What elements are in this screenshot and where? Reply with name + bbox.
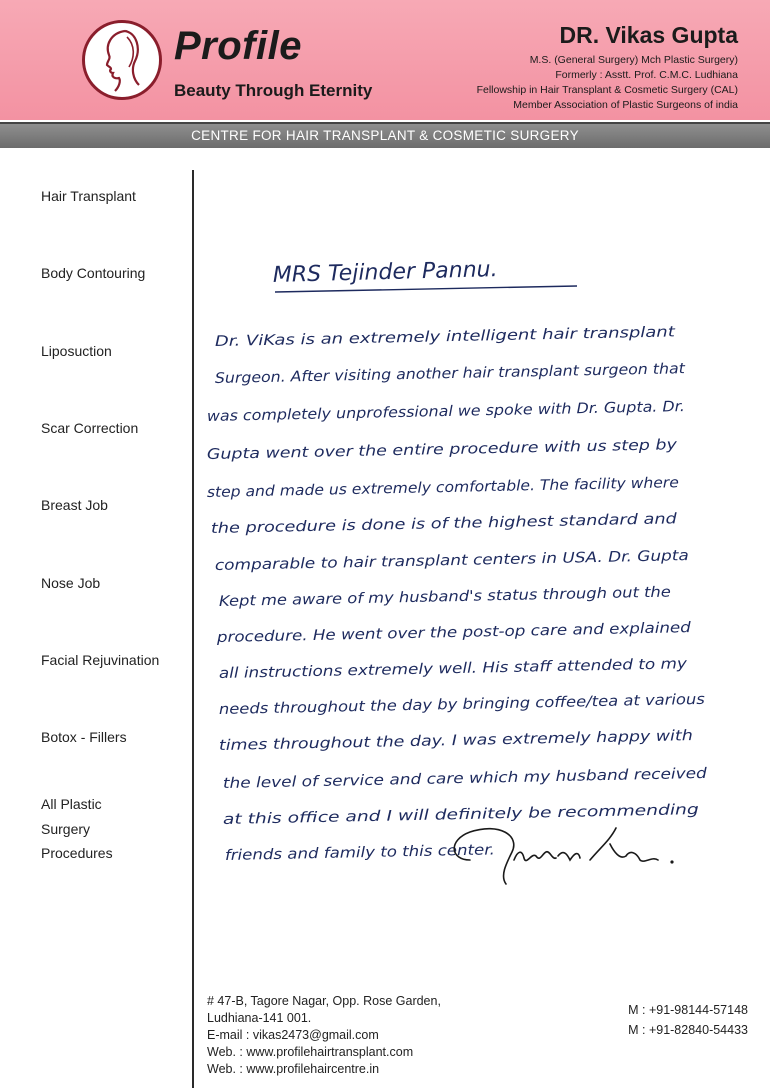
vertical-divider <box>192 170 194 1088</box>
phone-line: M : +91-82840-54433 <box>628 1023 748 1037</box>
sidebar-item-label: Procedures <box>41 845 113 861</box>
sidebar-item-nose-job: Nose Job <box>41 575 101 591</box>
doctor-name: DR. Vikas Gupta <box>559 22 738 48</box>
letter-line: Dr. ViKas is an extremely intelligent hair transplant <box>214 326 586 350</box>
sidebar-item-scar-correction: Scar Correction <box>41 420 139 436</box>
letter-line: needs throughout the day by bringing coffee/tea at various <box>218 692 651 718</box>
footer-address <box>207 993 441 1078</box>
doctor-credential: Formerly : Asstt. Prof. C.M.C. Ludhiana <box>555 69 738 81</box>
letter-line: Surgeon. After visiting another hair transplant surgeon that <box>214 361 648 387</box>
brand-tagline: Beauty Through Eternity <box>174 81 373 100</box>
letter-line: Gupta went over the entire procedure with us step by <box>206 438 599 463</box>
letter-line: was completely unprofessional we spoke with Dr. Gupta. Dr. <box>206 399 644 425</box>
website-line: Web. : www.profilehairtransplant.com <box>207 1045 414 1059</box>
doctor-info <box>378 22 738 113</box>
sidebar-item-hair-transplant: Hair Transplant <box>41 188 136 204</box>
sidebar-item-all-plastic-surgery <box>41 792 113 866</box>
sidebar-item-body-contouring: Body Contouring <box>41 265 146 281</box>
letter-line: times throughout the day. I was extremely happy with <box>218 729 614 754</box>
letter-line: procedure. He went over the post-op care and explained <box>216 621 629 646</box>
brand-name: Profile <box>174 24 302 68</box>
email-line: E-mail : vikas2473@gmail.com <box>207 1028 379 1042</box>
letter-salutation: MRS Tejinder Pannu. <box>272 257 498 288</box>
letterhead <box>0 0 770 120</box>
letter-line: at this office and I will definitely be recommending <box>222 804 593 828</box>
centre-banner: CENTRE FOR HAIR TRANSPLANT & COSMETIC SURGERY <box>0 122 770 148</box>
sidebar-item-liposuction: Liposuction <box>41 343 112 359</box>
address-line: # 47-B, Tagore Nagar, Opp. Rose Garden, <box>207 994 441 1008</box>
letter-line: friends and family to this center. <box>224 843 462 864</box>
letter-line: the level of service and care which my husband received <box>222 767 638 792</box>
letter-line: the procedure is done is of the highest standard and <box>210 512 594 537</box>
face-profile-logo-icon <box>82 20 162 100</box>
signature <box>440 820 690 890</box>
handwritten-testimonial <box>205 240 745 900</box>
letter-line: all instructions extremely well. His staff attended to my <box>218 657 623 682</box>
doctor-credential: Fellowship in Hair Transplant & Cosmetic Surgery (CAL) <box>476 84 738 96</box>
sidebar-item-facial-rejuvination: Facial Rejuvination <box>41 652 160 668</box>
footer-phones <box>628 1000 748 1040</box>
phone-line: M : +91-98144-57148 <box>628 1003 748 1017</box>
doctor-credential: M.S. (General Surgery) Mch Plastic Surgery) <box>529 54 738 66</box>
sidebar-item-breast-job: Breast Job <box>41 497 108 513</box>
letter-line: comparable to hair transplant centers in USA. Dr. Gupta <box>214 549 622 574</box>
letter-line: step and made us extremely comfortable. The facility where <box>206 475 647 501</box>
doctor-credential: Member Association of Plastic Surgeons of india <box>513 99 738 111</box>
address-line: Ludhiana-141 001. <box>207 1011 312 1025</box>
salutation-underline <box>275 286 577 292</box>
sidebar-item-label: All Plastic <box>41 796 102 812</box>
website-line: Web. : www.profilehaircentre.in <box>207 1062 380 1076</box>
letter-line: Kept me aware of my husband's status through out the <box>218 585 621 610</box>
sidebar-item-label: Surgery <box>41 820 91 837</box>
sidebar-item-botox-fillers: Botox - Fillers <box>41 729 127 745</box>
